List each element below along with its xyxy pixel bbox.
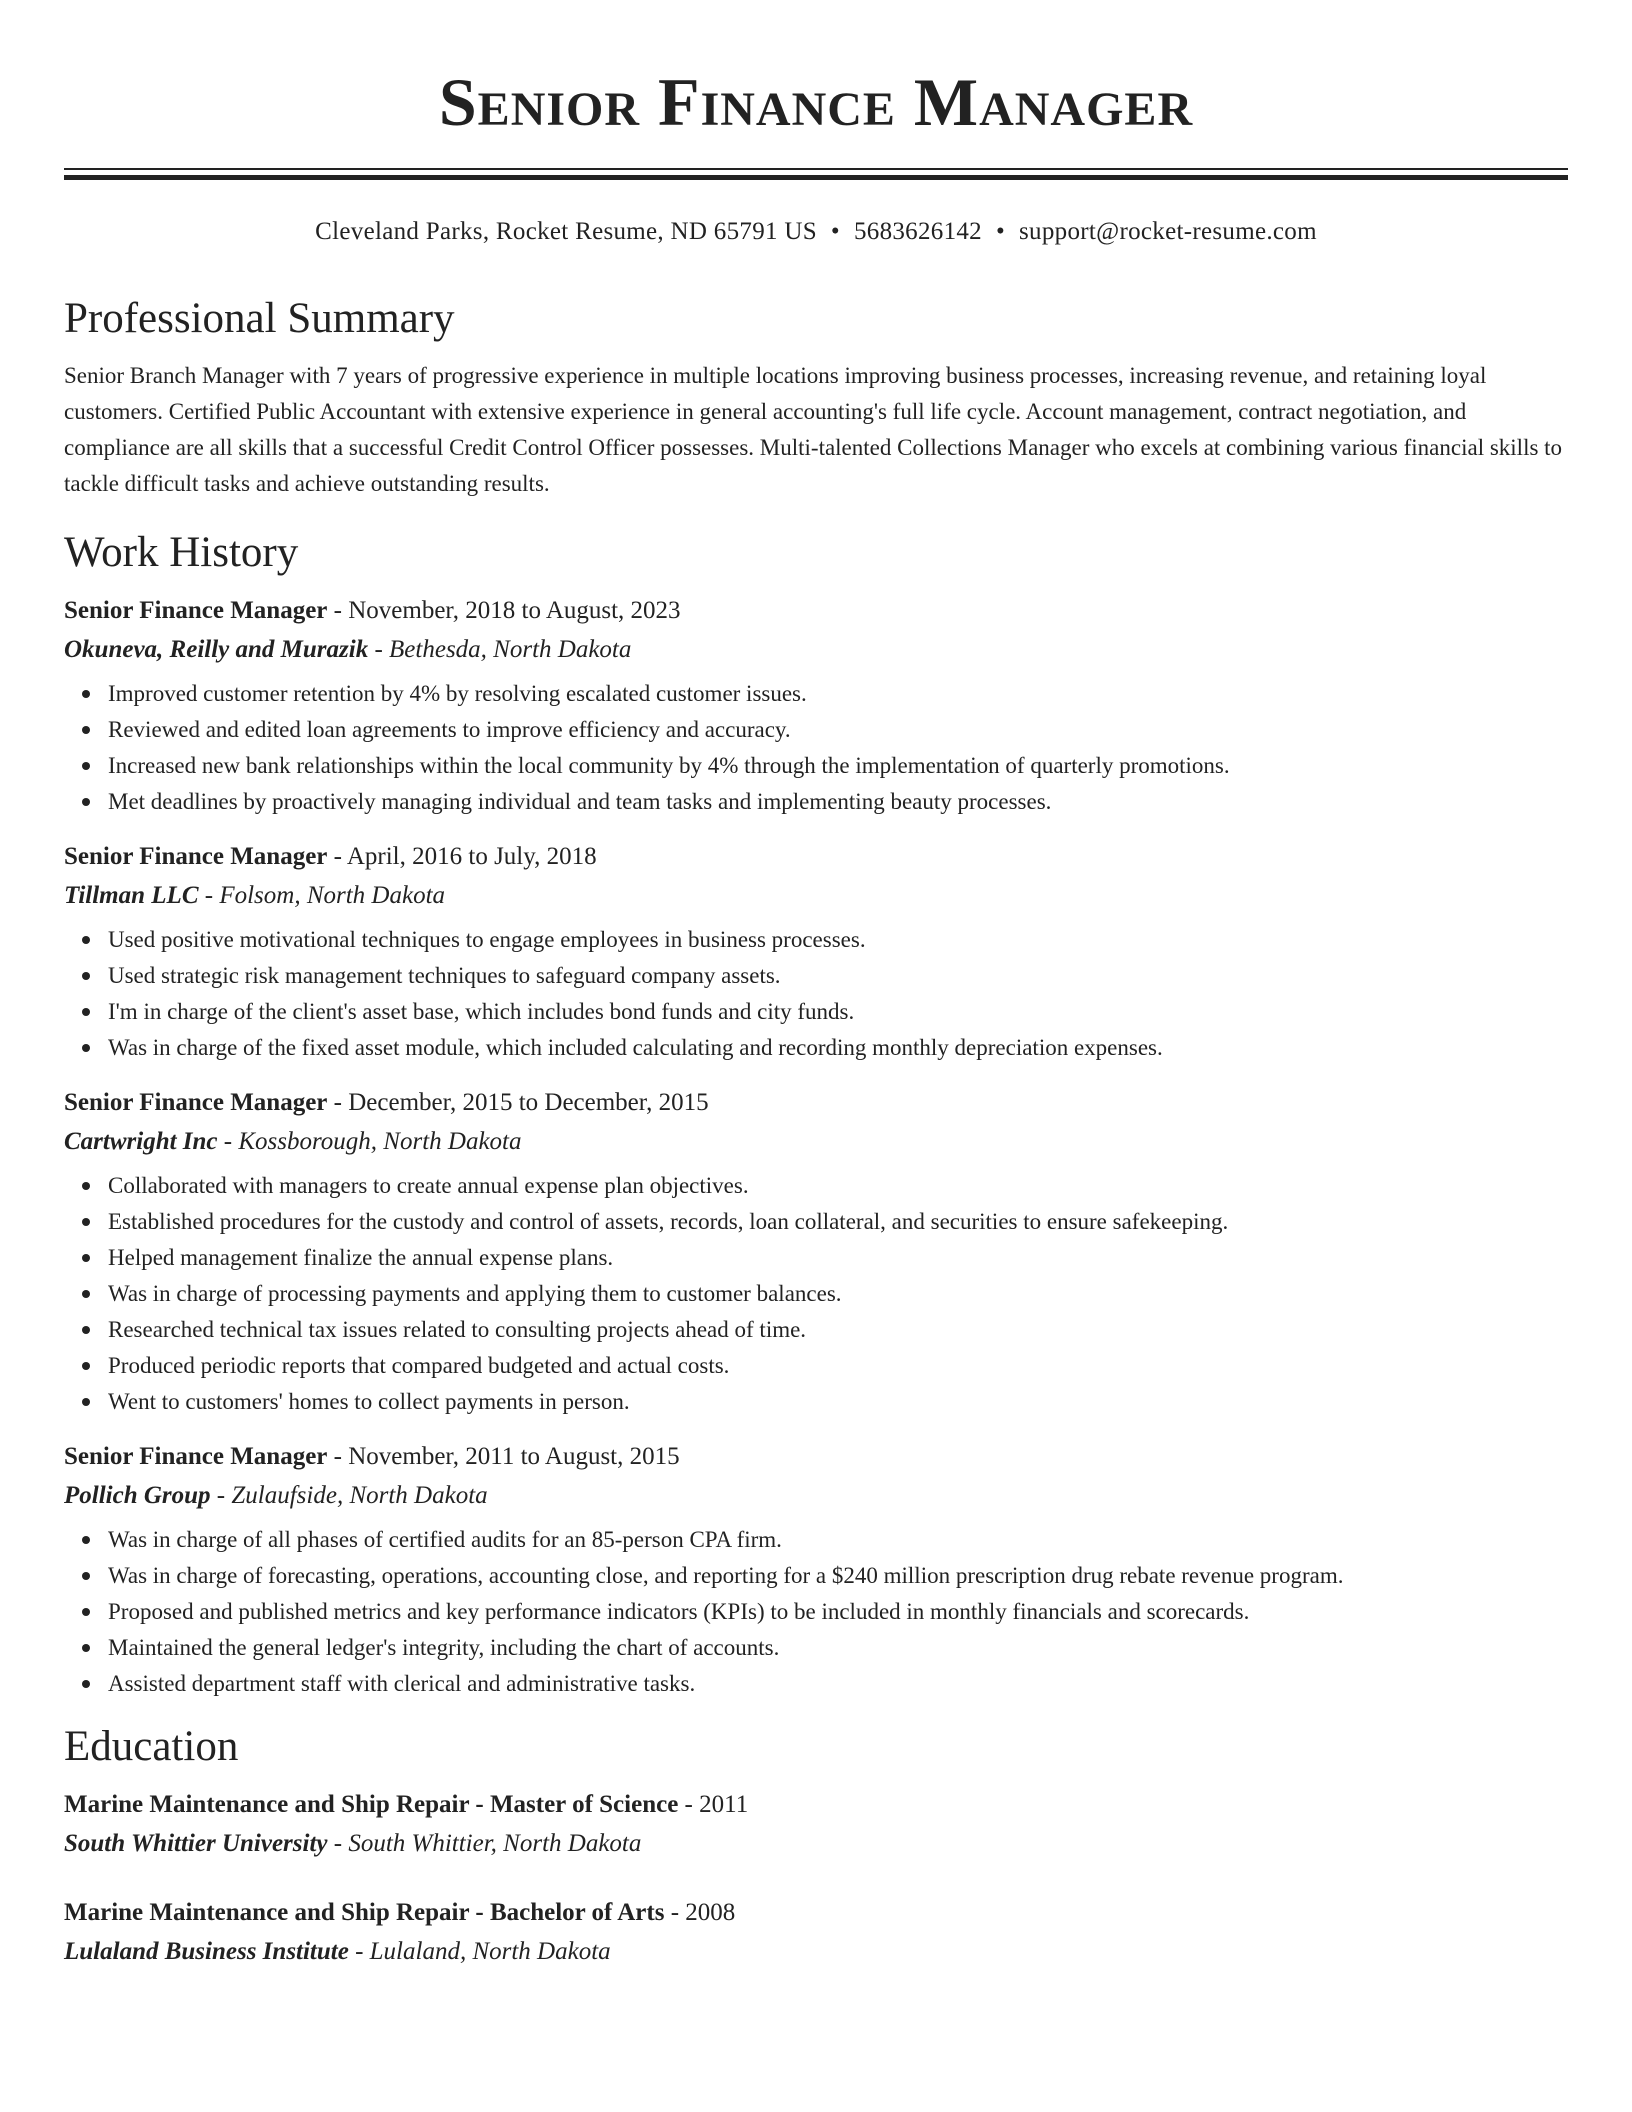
job-dates: - November, 2018 to August, 2023 — [327, 597, 681, 624]
resume-title: Senior Finance Manager — [438, 64, 1194, 140]
degree-year: - 2011 — [678, 1791, 749, 1818]
job-bullet — [108, 1630, 1568, 1666]
job-bullet — [108, 1384, 1568, 1420]
school-line — [64, 1932, 1568, 1972]
job-dates: - April, 2016 to July, 2018 — [327, 843, 597, 870]
bullet-dot-icon — [82, 1290, 90, 1298]
job-bullet — [108, 1168, 1568, 1204]
bullet-dot-icon — [82, 1680, 90, 1688]
job-bullet-text: Was in charge of all phases of certified audits for an 85-person CPA firm. — [108, 1527, 782, 1552]
school-location: - South Whittier, North Dakota — [327, 1830, 642, 1857]
bullet-dot-icon — [82, 1218, 90, 1226]
summary-heading: Professional Summary — [64, 295, 455, 342]
bullet-dot-icon — [82, 1362, 90, 1370]
contact-email: support@rocket-resume.com — [1019, 218, 1317, 245]
bullet-dot-icon — [82, 972, 90, 980]
company-line — [64, 630, 1568, 670]
education-heading: Education — [64, 1723, 239, 1770]
job-bullet-text: Reviewed and edited loan agreements to improve efficiency and accuracy. — [108, 717, 791, 742]
school-name: Lulaland Business Institute — [64, 1938, 349, 1965]
job-bullet — [108, 1312, 1568, 1348]
job-bullet-text: Improved customer retention by 4% by resolving escalated customer issues. — [108, 681, 807, 706]
job-bullet — [108, 1240, 1568, 1276]
job-bullet-text: Proposed and published metrics and key performance indicators (KPIs) to be included in monthly financials and scorecards. — [108, 1599, 1250, 1624]
job-dates: - December, 2015 to December, 2015 — [327, 1089, 709, 1116]
company-line — [64, 1476, 1568, 1516]
job-entry — [64, 838, 1568, 1066]
bullet-dot-icon — [82, 1326, 90, 1334]
job-entry — [64, 1438, 1568, 1702]
job-bullet — [108, 922, 1568, 958]
bullet-dot-icon — [82, 1182, 90, 1190]
job-bullet — [108, 1030, 1568, 1066]
job-list — [64, 592, 1568, 1702]
bullet-dot-icon — [82, 798, 90, 806]
job-bullet-text: Helped management finalize the annual expense plans. — [108, 1245, 614, 1270]
job-bullet — [108, 676, 1568, 712]
job-title-line — [64, 1438, 1568, 1476]
contact-address: Cleveland Parks, Rocket Resume, ND 65791 US — [315, 218, 817, 245]
bullet-dot-icon — [82, 1044, 90, 1052]
work-history-heading: Work History — [64, 529, 299, 576]
job-dates: - November, 2011 to August, 2015 — [327, 1443, 680, 1470]
job-bullet-text: Used positive motivational techniques to engage employees in business processes. — [108, 927, 866, 952]
summary-section — [64, 292, 1568, 502]
school-line — [64, 1824, 1568, 1864]
job-bullet-text: Increased new bank relationships within the local community by 4% through the implementation of quarterly promotions. — [108, 753, 1230, 778]
company-name: Tillman LLC — [64, 882, 199, 909]
company-location: - Bethesda, North Dakota — [368, 636, 632, 663]
company-name: Cartwright Inc — [64, 1128, 218, 1155]
job-bullet-list — [64, 1168, 1568, 1420]
company-location: - Kossborough, North Dakota — [217, 1128, 522, 1155]
bullet-dot-icon — [82, 1572, 90, 1580]
job-entry — [64, 1084, 1568, 1420]
summary-text: Senior Branch Manager with 7 years of progressive experience in multiple locations improving business processes, increasing revenue, and retaining loyal customers. Certified Public Accountant with extensive experience in general accounting's full life cycle. Account management, contract negotiation, and compliance are all skills that a successful Credit Control Officer possesses. Multi-talented Collections Manager who excels at combining various financial skills to tackle difficult tasks and achieve outstanding results. — [64, 363, 1563, 496]
job-bullet-text: Collaborated with managers to create annual expense plan objectives. — [108, 1173, 749, 1198]
school-location: - Lulaland, North Dakota — [348, 1938, 611, 1965]
job-role: Senior Finance Manager — [64, 1089, 328, 1116]
education-entry — [64, 1894, 1568, 1972]
job-bullet-text: Was in charge of the fixed asset module, which included calculating and recording monthly depreciation expenses. — [108, 1035, 1163, 1060]
job-bullet-list — [64, 922, 1568, 1066]
bullet-dot-icon — [82, 690, 90, 698]
bullet-dot-icon — [82, 1398, 90, 1406]
job-bullet — [108, 712, 1568, 748]
work-history-section — [64, 526, 1568, 1702]
job-bullet — [108, 1348, 1568, 1384]
degree-line — [64, 1786, 1568, 1824]
job-bullet-text: Went to customers' homes to collect payments in person. — [108, 1389, 630, 1414]
school-name: South Whittier University — [64, 1830, 328, 1857]
job-bullet — [108, 1594, 1568, 1630]
title-divider-thick — [64, 175, 1568, 180]
job-bullet — [108, 748, 1568, 784]
bullet-dot-icon — [82, 1644, 90, 1652]
job-bullet — [108, 1276, 1568, 1312]
contact-line — [0, 214, 1632, 250]
job-bullet-text: Researched technical tax issues related to consulting projects ahead of time. — [108, 1317, 807, 1342]
company-line — [64, 1122, 1568, 1162]
degree-line — [64, 1894, 1568, 1932]
job-bullet-text: Assisted department staff with clerical and administrative tasks. — [108, 1671, 696, 1696]
job-title-line — [64, 592, 1568, 630]
company-name: Pollich Group — [64, 1482, 211, 1509]
job-bullet — [108, 958, 1568, 994]
degree-year: - 2008 — [664, 1899, 736, 1926]
company-location: - Folsom, North Dakota — [198, 882, 446, 909]
job-bullet — [108, 1666, 1568, 1702]
job-bullet-text: Established procedures for the custody and control of assets, records, loan collateral, and securities to ensure safekeeping. — [108, 1209, 1229, 1234]
degree-name: Marine Maintenance and Ship Repair - Bachelor of Arts — [64, 1899, 665, 1926]
job-bullet-text: Met deadlines by proactively managing individual and team tasks and implementing beauty processes. — [108, 789, 1052, 814]
resume-content — [64, 292, 1568, 2002]
job-bullet — [108, 1522, 1568, 1558]
contact-phone: 5683626142 — [853, 218, 982, 245]
bullet-dot-icon — [82, 1254, 90, 1262]
bullet-dot-icon — [82, 1536, 90, 1544]
job-bullet — [108, 1204, 1568, 1240]
job-bullet-list — [64, 676, 1568, 820]
bullet-dot-icon — [82, 1008, 90, 1016]
job-bullet — [108, 994, 1568, 1030]
job-role: Senior Finance Manager — [64, 1443, 328, 1470]
bullet-dot-icon — [82, 936, 90, 944]
bullet-separator: • — [995, 218, 1006, 245]
job-title-line — [64, 1084, 1568, 1122]
company-line — [64, 876, 1568, 916]
bullet-separator: • — [830, 218, 840, 245]
bullet-dot-icon — [82, 1608, 90, 1616]
job-bullet-text: Produced periodic reports that compared budgeted and actual costs. — [108, 1353, 730, 1378]
job-bullet — [108, 1558, 1568, 1594]
job-bullet-text: Used strategic risk management techniques to safeguard company assets. — [108, 963, 781, 988]
job-bullet-list — [64, 1522, 1568, 1702]
education-section — [64, 1720, 1568, 1972]
education-list — [64, 1786, 1568, 1972]
company-name: Okuneva, Reilly and Murazik — [64, 636, 369, 663]
title-divider-thin — [64, 168, 1568, 170]
job-bullet-text: Was in charge of forecasting, operations, accounting close, and reporting for a $240 million prescription drug rebate revenue program. — [108, 1563, 1344, 1588]
job-bullet-text: I'm in charge of the client's asset base, which includes bond funds and city funds. — [108, 999, 855, 1024]
job-bullet — [108, 784, 1568, 820]
job-bullet-text: Maintained the general ledger's integrity, including the chart of accounts. — [108, 1635, 780, 1660]
degree-name: Marine Maintenance and Ship Repair - Master of Science — [64, 1791, 679, 1818]
bullet-dot-icon — [82, 726, 90, 734]
job-title-line — [64, 838, 1568, 876]
job-bullet-text: Was in charge of processing payments and applying them to customer balances. — [108, 1281, 842, 1306]
company-location: - Zulaufside, North Dakota — [210, 1482, 488, 1509]
education-entry — [64, 1786, 1568, 1864]
job-entry — [64, 592, 1568, 820]
job-role: Senior Finance Manager — [64, 597, 328, 624]
bullet-dot-icon — [82, 762, 90, 770]
job-role: Senior Finance Manager — [64, 843, 328, 870]
